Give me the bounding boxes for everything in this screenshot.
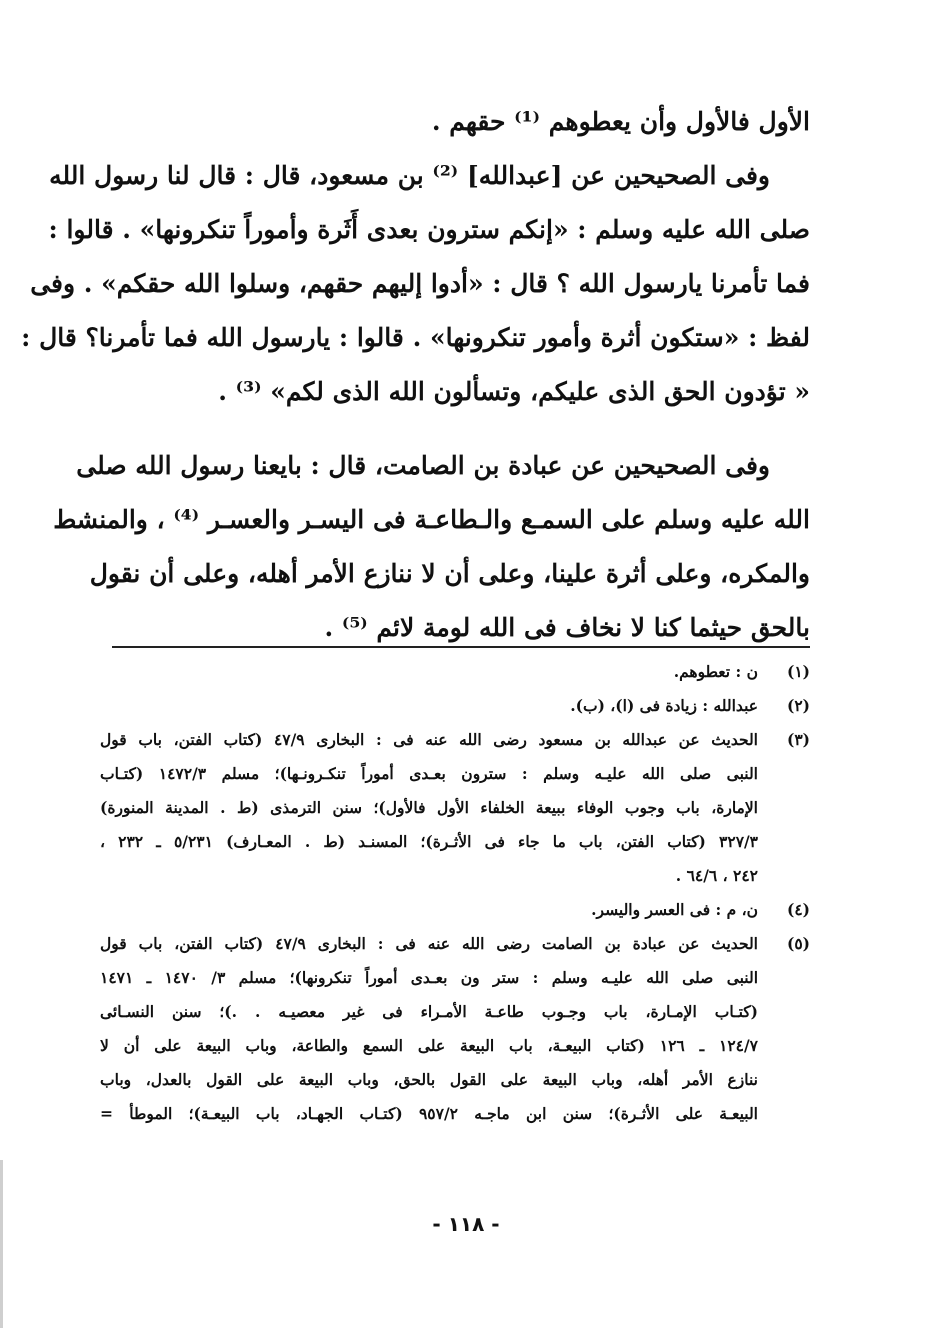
text-line: بالحق حيثما كنا لا نخاف فى الله لومة لائم ⁽⁵⁾ . — [324, 613, 810, 642]
footnote-line: ٣٢٧/٣ (كتاب الفتن، باب ما جاء فى الأثـرة)؛ المسنـد (ط . المعـارف) ٥/٢٣١ ـ ٢٣٢ ، — [100, 832, 759, 851]
text-line: وفى الصحيحين عن [عبدالله] ⁽²⁾ بن مسعود، قال : قال لنا رسول الله — [49, 161, 770, 190]
footnote — [100, 655, 810, 689]
footnotes — [100, 655, 810, 1131]
text-line: صلى الله عليه وسلم : «إنكم سترون بعدى أَثَرة وأموراً تنكرونها» . قالوا : — [48, 215, 810, 244]
footnote-line: الحديث عن عبدالله بن مسعود رضى الله عنه فى : البخارى ٤٧/٩ (كتاب الفتن، باب قول — [100, 730, 758, 749]
footnote-line: عبدالله : زيادة فى (ا)، (ب). — [570, 696, 758, 715]
footnote-line: ٢٤٢ ، ٦٤/٦ . — [675, 866, 758, 885]
footnote — [100, 927, 810, 1131]
footnote-line: ن، م : فى العسر واليسر. — [591, 900, 758, 919]
paragraph — [100, 95, 810, 149]
footnote-number: (٢) — [786, 696, 810, 715]
footnote — [100, 723, 810, 893]
footnote — [100, 689, 810, 723]
footnote-line: الإمارة، باب وجوب الوفاء ببيعة الخلفاء الأول فالأول)؛ سنن الترمذى (ط . المدينة المنورة) — [100, 798, 758, 817]
footnote-line: البيعـة على الأثـرة)؛ سنن ابن ماجـه ٩٥٧/٢ (كتـاب الجهـاد، باب البيعـة)؛ الموطأ = — [100, 1104, 758, 1123]
footnote-line: النبى صلى الله عليـه وسلم : سترون بعـدى أموراً تنكـرونـها)؛ مسلم ١٤٧٢/٣ (كتـاب — [100, 764, 758, 783]
footnote-line: ن : تعطوهم. — [673, 662, 758, 681]
footnote — [100, 893, 810, 927]
paragraph — [21, 149, 810, 419]
footnote-number: (٥) — [786, 934, 810, 953]
page-number: - ١١٨ - — [432, 1212, 500, 1236]
text-line: وفى الصحيحين عن عبادة بن الصامت، قال : بايعنا رسول الله صلى — [76, 451, 770, 480]
footnote-line: الحديث عن عبادة بن الصامت رضى الله عنه فى : البخارى ٤٧/٩ (كتاب الفتن، باب قول — [100, 934, 758, 953]
footnote-line: ننازع الأمر أهله، وباب البيعة على القول بالحق، وباب البيعة على القول بالعدل، وباب — [100, 1070, 758, 1089]
main-text — [21, 95, 810, 655]
scan-edge — [0, 1160, 3, 1328]
footnote-line: ١٢٤/٧ ـ ١٢٦ (كتاب البيعـة، باب البيعة على السمع والطاعة، وباب البيعة على أن لا — [100, 1036, 758, 1055]
footnote-number: (١) — [786, 662, 810, 681]
footnote-number: (٣) — [786, 730, 810, 749]
text-line: الله عليه وسلم على السمـع والـطاعـة فى اليسـر والعسـر ⁽⁴⁾ ، والمنشط — [53, 505, 810, 534]
paragraph — [53, 439, 810, 655]
footnote-divider — [112, 646, 810, 648]
text-line: والمكره، وعلى أثرة علينا، وعلى أن لا ننازع الأمر أهله، وعلى أن نقول — [89, 559, 810, 588]
text-line: الأول فالأول وأن يعطوهم ⁽¹⁾ حقهم . — [431, 107, 810, 136]
text-line: « تؤدون الحق الذى عليكم، وتسألون الله الذى لكم» ⁽³⁾ . — [218, 377, 810, 406]
footnote-number: (٤) — [786, 900, 810, 919]
footnote-line: النبى صلى الله عليـه وسلم : ستر ون بعـدى أموراً تنكرونها)؛ مسلم ٣/ ١٤٧٠ ـ ١٤٧١ — [100, 968, 758, 987]
footnote-line: (كتـاب الإمـارة، باب وجـوب طاعـة الأمـراء فى غير معصيـه . .)؛ سنن النسـائى — [100, 1002, 758, 1021]
text-line: فما تأمرنا يارسول الله ؟ قال : «أدوا إليهم حقهم، وسلوا الله حقكم» . وفى — [30, 269, 810, 298]
text-line: لفظ : «ستكون أثرة وأمور تنكرونها» . قالوا : يارسول الله فما تأمرنا؟ قال : — [21, 323, 810, 352]
